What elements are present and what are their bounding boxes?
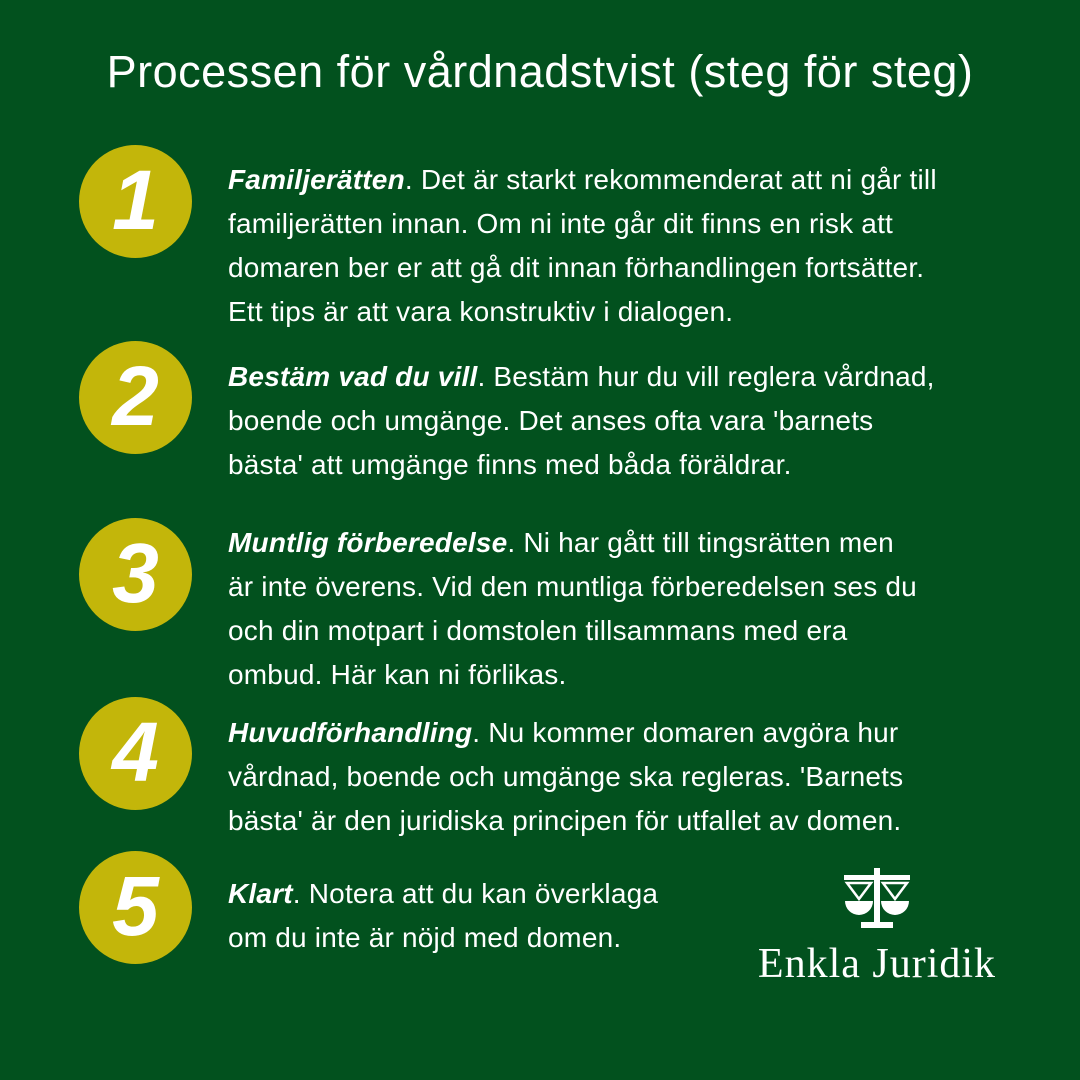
step-text-line: Muntlig förberedelse. Ni har gått till tingsrätten men — [228, 527, 894, 558]
step-row — [0, 697, 1080, 836]
step-text — [228, 158, 1040, 334]
step-text-line: familjerätten innan. Om ni inte går dit finns en risk att — [228, 208, 894, 239]
step-text-line: vårdnad, boende och umgänge ska regleras. 'Barnets — [228, 761, 904, 792]
step-lead: Muntlig förberedelse — [228, 527, 508, 558]
step-text — [228, 711, 1040, 843]
step-text-line: bästa' att umgänge finns med båda föräldrar. — [228, 449, 792, 480]
step-text-line: Familjerätten. Det är starkt rekommenderat att ni går till — [228, 164, 937, 195]
step-lead: Bestäm vad du vill — [228, 361, 478, 392]
step-number-badge — [79, 697, 192, 810]
step-text-line: domaren ber er att gå dit innan förhandlingen fortsätter. — [228, 252, 925, 283]
step-number: 1 — [112, 152, 159, 247]
step-text — [228, 521, 1040, 697]
step-lead: Huvudförhandling — [228, 717, 473, 748]
step-row — [0, 145, 1080, 327]
brand-name: Enkla Juridik — [757, 941, 997, 987]
step-text-line: Huvudförhandling. Nu kommer domaren avgöra hur — [228, 717, 899, 748]
brand-logo — [737, 868, 1017, 988]
step-number-badge — [79, 145, 192, 258]
page-title: Processen för vårdnadstvist (steg för steg) — [106, 46, 974, 97]
step-text-line: Klart. Notera att du kan överklaga — [228, 878, 659, 909]
step-row — [0, 341, 1080, 480]
step-number: 5 — [112, 858, 159, 953]
step-text-line: och din motpart i domstolen tillsammans med era — [228, 615, 848, 646]
step-number: 2 — [112, 348, 159, 443]
step-number: 4 — [112, 704, 159, 799]
step-number-badge — [79, 341, 192, 454]
step-text-line: om du inte är nöjd med domen. — [228, 922, 622, 953]
step-lead: Familjerätten — [228, 164, 405, 195]
step-text-line: Bestäm vad du vill. Bestäm hur du vill reglera vårdnad, — [228, 361, 935, 392]
scales-of-justice-icon — [844, 868, 910, 928]
step-lead: Klart — [228, 878, 293, 909]
step-number-badge — [79, 518, 192, 631]
step-text-line: ombud. Här kan ni förlikas. — [228, 659, 567, 690]
step-text-line: boende och umgänge. Det anses ofta vara 'barnets — [228, 405, 874, 436]
step-text-line: bästa' är den juridiska principen för utfallet av domen. — [228, 805, 902, 836]
step-text-line: är inte överens. Vid den muntliga förberedelsen ses du — [228, 571, 917, 602]
step-number-badge — [79, 851, 192, 964]
step-text-line: Ett tips är att vara konstruktiv i dialogen. — [228, 296, 734, 327]
step-text — [228, 355, 1040, 487]
step-number: 3 — [112, 525, 159, 620]
step-row — [0, 518, 1080, 690]
